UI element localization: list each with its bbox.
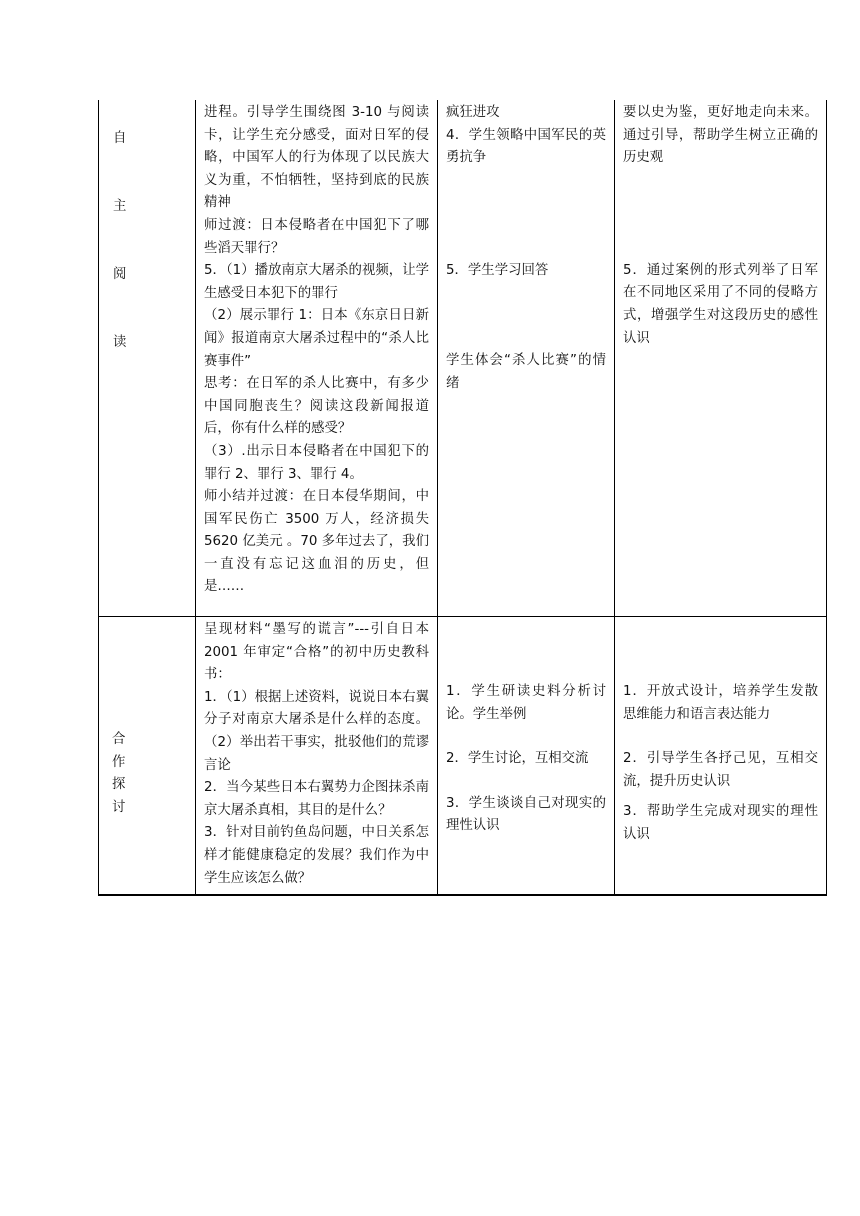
paragraph: 2．学生讨论，互相交流 (446, 751, 589, 767)
table-row-self-reading (99, 100, 827, 617)
paragraph: 3．针对目前钓鱼岛问题，中日关系怎样才能健康稳定的发展？我们作为中学生应该怎么做？ (204, 825, 429, 886)
row-label-char: 合 (112, 732, 126, 747)
paragraph: 5．（1）播放南京大屠杀的视频，让学生感受日本犯下的罪行 (204, 263, 429, 301)
paragraph: 1．（1）根据上述资料，说说日本右翼分子对南京大屠杀是什么样的态度。（2）举出若干事实，批驳他们的荒谬言论 (204, 689, 429, 773)
design-intent-cell (615, 617, 827, 896)
design-intent-cell (615, 100, 827, 617)
paragraph: 2．引导学生各抒己见，互相交流，提升历史认识 (623, 751, 818, 789)
row-label-char: 主 (113, 199, 127, 214)
paragraph: （3）.出示日本侵略者在中国犯下的罪行 2、罪行 3、罪行 4。 (204, 443, 429, 482)
row-label-self-reading (99, 100, 196, 617)
row-label-char: 阅 (113, 267, 127, 282)
paragraph: 疯狂进攻 (446, 105, 500, 120)
row-label-cooperative-inquiry (99, 617, 196, 896)
paragraph: 2．当今某些日本右翼势力企图抹杀南京大屠杀真相，其目的是什么？ (204, 780, 429, 818)
teacher-activity-cell (196, 617, 438, 896)
paragraph: 3．学生谈谈自己对现实的理性认识 (446, 795, 606, 834)
paragraph: 进程。引导学生围绕图 3-10 与阅读卡，让学生充分感受，面对日军的侵略，中国军人的行为体现了以民族大义为重，不怕牺牲，坚持到底的民族精神 (204, 105, 429, 211)
row-label-char: 作 (112, 754, 126, 770)
row-label-char: 自 (113, 131, 127, 146)
teacher-activity-cell (196, 100, 438, 617)
row-label-char: 讨 (112, 799, 126, 815)
paragraph: 3．帮助学生完成对现实的理性认识 (623, 804, 818, 842)
paragraph: 1．开放式设计，培养学生发散思维能力和语言表达能力 (623, 684, 818, 722)
row-label-char: 探 (112, 777, 126, 793)
paragraph: 师过渡：日本侵略者在中国犯下了哪些滔天罪行？ (204, 217, 429, 256)
paragraph: 思考：在日军的杀人比赛中，有多少中国同胞丧生？阅读这段新闻报道后，你有什么样的感受？ (204, 376, 429, 437)
paragraph: 师小结并过渡：在日本侵华期间，中国军民伤亡 3500 万人，经济损失 5620 亿美元 。70 多年过去了，我们一直没有忘记这血泪的历史，但是…… (204, 489, 434, 595)
row-label-char: 读 (113, 335, 127, 350)
paragraph: 1．学生研读史料分析讨论。学生举例 (446, 684, 606, 722)
student-activity-cell (438, 100, 615, 617)
table-row-cooperative-inquiry (99, 617, 827, 896)
paragraph: 要以史为鉴，更好地走向未来。通过引导，帮助学生树立正确的历史观 (623, 105, 818, 166)
student-activity-cell (438, 617, 615, 896)
paragraph: 呈现材料“墨写的谎言”---引自日本 2001 年审定“合格”的初中历史教科书： (204, 622, 434, 683)
paragraph: 5．通过案例的形式列举了日军在不同地区采用了不同的侵略方式，增强学生对这段历史的感性认识 (623, 262, 818, 346)
paragraph: 4．学生领略中国军民的英勇抗争 (446, 127, 606, 166)
paragraph: 5．学生学习回答 (446, 262, 549, 278)
lesson-plan-table (98, 100, 827, 896)
paragraph: 学生体会“杀人比赛”的情绪 (446, 353, 606, 391)
paragraph: （2）展示罪行 1：日本《东京日日新闻》报道南京大屠杀过程中的“杀人比赛事件” (204, 308, 429, 369)
